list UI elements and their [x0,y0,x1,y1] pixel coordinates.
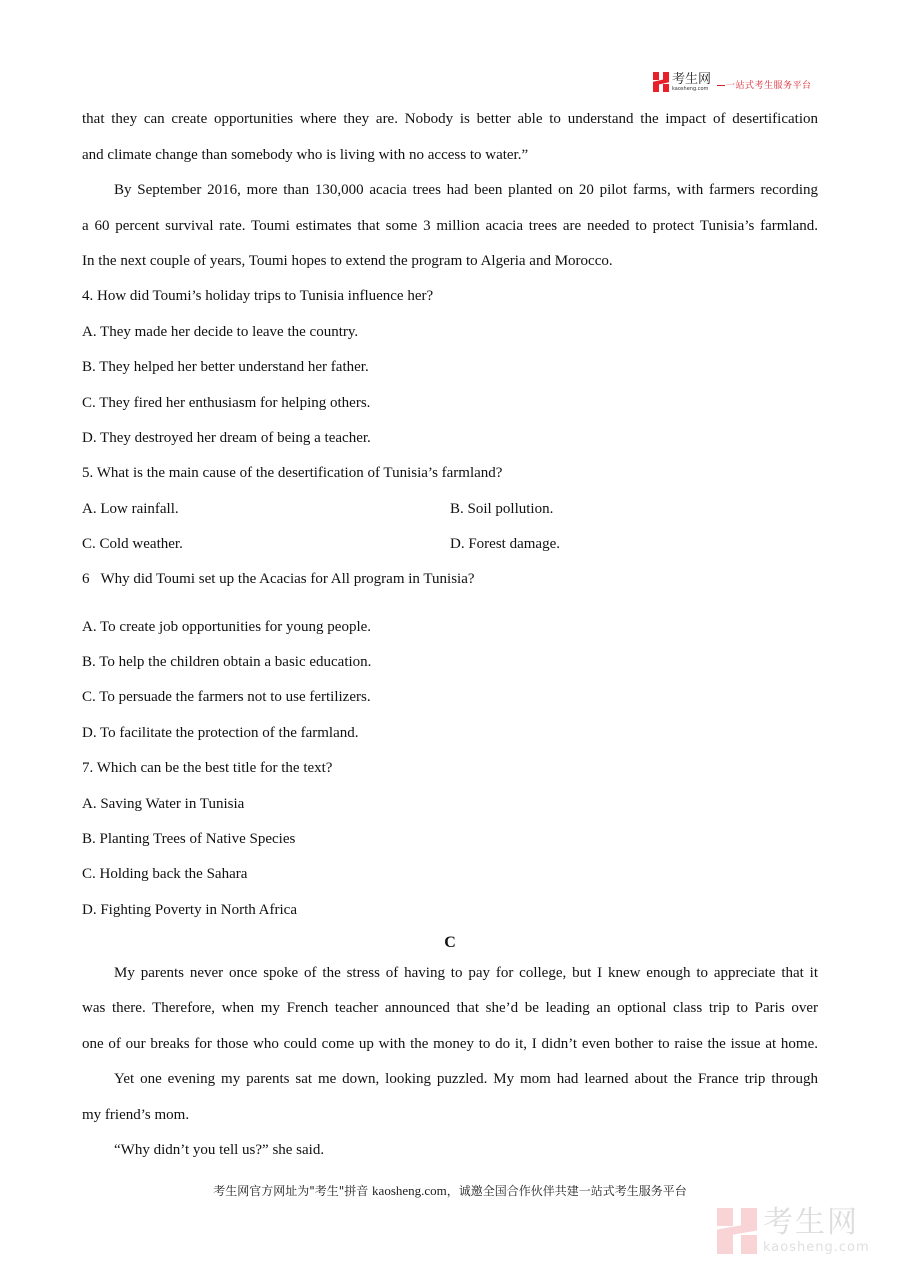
kaosheng-logo-icon [653,72,669,92]
question-5: 5. What is the main cause of the desertification of Tunisia’s farmland? [82,465,503,481]
q6-option-b: B. To help the children obtain a basic education. [82,654,372,670]
section-c-line: Yet one evening my parents sat me down, looking puzzled. My mom had learned about the France trip through [114,1071,818,1087]
question-6: 6 Why did Toumi set up the Acacias for All program in Tunisia? [82,571,475,587]
q5-option-a: A. Low rainfall. [82,501,179,517]
question-7: 7. Which can be the best title for the text? [82,760,333,776]
section-c-line: one of our breaks for those who could come up with the money to do it, I didn’t even bother to raise the issue at home. [82,1036,818,1052]
q5-option-c: C. Cold weather. [82,536,183,552]
footer-domain-link[interactable]: kaosheng.com [372,1183,447,1198]
q7-option-d: D. Fighting Poverty in North Africa [82,902,297,918]
header-logo [653,72,812,92]
q6-option-d: D. To facilitate the protection of the farmland. [82,725,359,741]
paragraph-line: and climate change than somebody who is living with no access to water.” [82,147,529,163]
header-slogan: 一站式考生服务平台 [717,78,812,91]
footer-text-2: ，诚邀全国合作伙伴共建一站式考生服务平台 [446,1184,687,1198]
q6-option-c: C. To persuade the farmers not to use fertilizers. [82,689,371,705]
q4-option-d: D. They destroyed her dream of being a teacher. [82,430,371,446]
q7-option-b: B. Planting Trees of Native Species [82,831,296,847]
watermark-logo [717,1205,870,1255]
q7-option-c: C. Holding back the Sahara [82,866,248,882]
q4-option-c: C. They fired her enthusiasm for helping others. [82,395,371,411]
paragraph-line: In the next couple of years, Toumi hopes to extend the program to Algeria and Morocco. [82,253,613,269]
watermark-logo-icon [717,1208,757,1254]
logo-chinese-text: 考生网 [672,71,712,87]
page-footer [0,1182,900,1199]
q4-option-a: A. They made her decide to leave the country. [82,324,359,340]
q4-option-b: B. They helped her better understand her father. [82,359,369,375]
paragraph-line: that they can create opportunities where they are. Nobody is better able to understand the impact of desertification [82,111,818,127]
q6-option-a: A. To create job opportunities for young people. [82,619,372,635]
watermark-domain-text: kaosheng.com [763,1240,870,1255]
question-4: 4. How did Toumi’s holiday trips to Tunisia influence her? [82,288,434,304]
footer-text-1: 考生网官方网址为"考生"拼音 [213,1184,373,1198]
watermark-chinese-text: 考生网 [763,1205,859,1240]
section-c-line: My parents never once spoke of the stress of having to pay for college, but I knew enough to appreciate that it [114,965,818,981]
section-c-heading: C [444,934,456,951]
section-c-line: was there. Therefore, when my French teacher announced that she’d be leading an optional class trip to Paris over [82,1000,818,1016]
section-c-line: “Why didn’t you tell us?” she said. [114,1142,325,1158]
q5-option-b: B. Soil pollution. [450,501,554,517]
section-c-line: my friend’s mom. [82,1107,190,1123]
q7-option-a: A. Saving Water in Tunisia [82,796,245,812]
logo-domain-text: kaosheng.com [672,85,709,92]
paragraph-line: a 60 percent survival rate. Toumi estimates that some 3 million acacia trees are needed to protect Tunisia’s farmland. [82,218,818,234]
q5-option-d: D. Forest damage. [450,536,560,552]
paragraph-line: By September 2016, more than 130,000 acacia trees had been planted on 20 pilot farms, with farmers recording [114,182,818,198]
